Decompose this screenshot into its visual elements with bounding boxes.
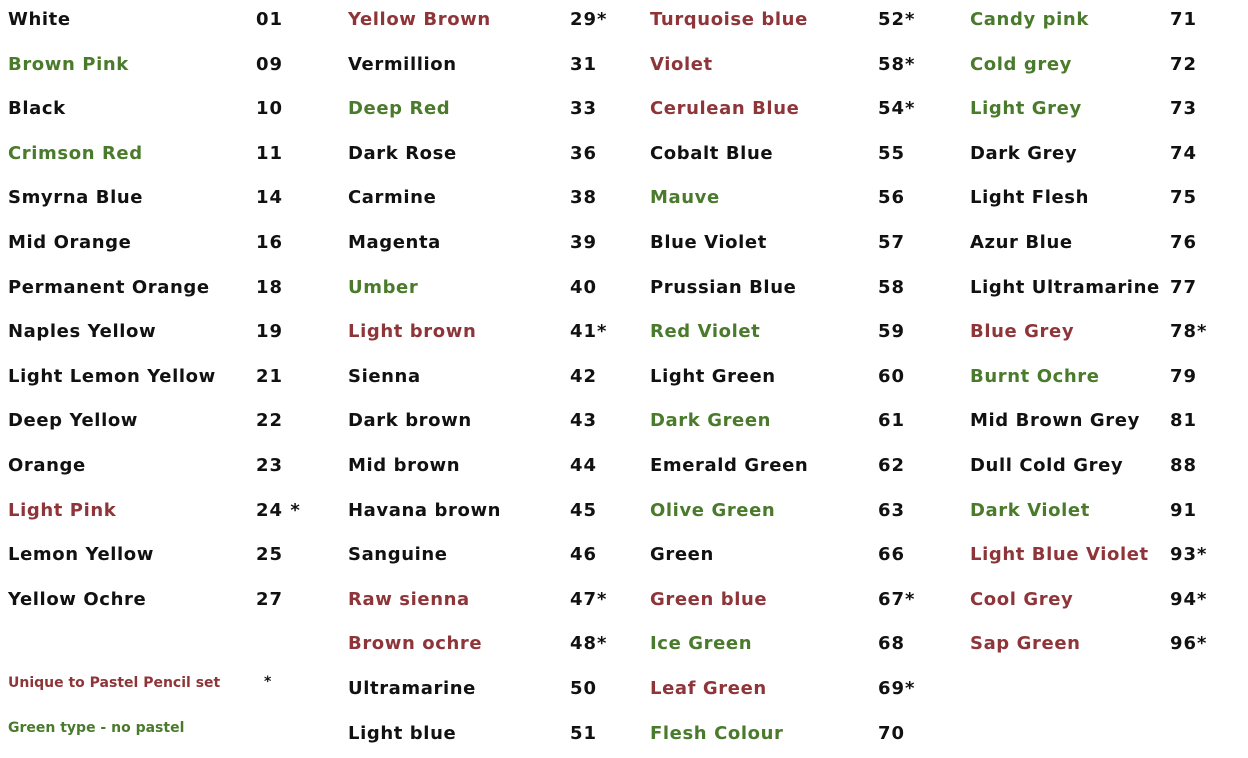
color-name: Blue Violet bbox=[650, 232, 767, 253]
color-name: Light Pink bbox=[8, 499, 117, 521]
color-code: 10 bbox=[256, 98, 284, 120]
color-name: Yellow Ochre bbox=[8, 588, 147, 610]
color-name: Mid Brown Grey bbox=[970, 410, 1140, 432]
color-name: Dark brown bbox=[348, 410, 472, 432]
color-code: 47* bbox=[570, 588, 608, 610]
color-code: 48* bbox=[570, 633, 608, 655]
color-code: 81 bbox=[1170, 410, 1198, 432]
color-name: Cool Grey bbox=[970, 588, 1074, 610]
color-code: 39 bbox=[570, 232, 598, 253]
color-code: 45 bbox=[570, 499, 598, 521]
color-code: 40 bbox=[570, 276, 598, 298]
color-code: 66 bbox=[878, 544, 906, 566]
color-name: Light Flesh bbox=[970, 187, 1090, 209]
color-name: Cerulean Blue bbox=[650, 98, 800, 120]
color-name: Permanent Orange bbox=[8, 276, 210, 298]
color-name: Deep Yellow bbox=[8, 410, 139, 432]
color-code: 56 bbox=[878, 187, 906, 209]
color-name: Crimson Red bbox=[8, 142, 143, 164]
color-code: 21 bbox=[256, 365, 284, 387]
color-code: 52* bbox=[878, 9, 916, 30]
color-name: Light blue bbox=[348, 722, 457, 744]
color-name: Green bbox=[650, 544, 714, 566]
legend-pastel-mark: * bbox=[264, 674, 272, 690]
color-code: 23 bbox=[256, 455, 284, 476]
color-name: Black bbox=[8, 98, 66, 120]
color-name: Prussian Blue bbox=[650, 276, 797, 298]
color-code: 42 bbox=[570, 365, 598, 387]
color-code: 18 bbox=[256, 276, 284, 298]
color-name: Vermillion bbox=[348, 53, 457, 75]
color-name: Red Violet bbox=[650, 321, 761, 343]
color-name: Brown ochre bbox=[348, 633, 483, 655]
color-code: 24 * bbox=[256, 499, 301, 521]
color-code: 14 bbox=[256, 187, 284, 209]
color-name: Dark Green bbox=[650, 410, 772, 432]
color-name: Dark Grey bbox=[970, 142, 1078, 164]
color-name: Raw sienna bbox=[348, 588, 470, 610]
color-name: Mauve bbox=[650, 187, 720, 209]
color-code: 31 bbox=[570, 53, 598, 75]
color-code: 59 bbox=[878, 321, 906, 343]
color-name: Dull Cold Grey bbox=[970, 455, 1124, 476]
color-code: 75 bbox=[1170, 187, 1198, 209]
color-code: 36 bbox=[570, 142, 598, 164]
color-code: 91 bbox=[1170, 499, 1198, 521]
color-code: 88 bbox=[1170, 455, 1198, 476]
color-code: 74 bbox=[1170, 142, 1198, 164]
color-name: Dark Violet bbox=[970, 499, 1090, 521]
color-code: 61 bbox=[878, 410, 906, 432]
color-name: Light Ultramarine bbox=[970, 276, 1160, 298]
color-name: Light brown bbox=[348, 321, 477, 343]
color-name: Azur Blue bbox=[970, 232, 1073, 253]
color-code: 11 bbox=[256, 142, 284, 164]
color-code: 54* bbox=[878, 98, 916, 120]
color-name: White bbox=[8, 9, 71, 30]
color-code: 43 bbox=[570, 410, 598, 432]
color-code: 69* bbox=[878, 678, 916, 699]
color-name: Sap Green bbox=[970, 633, 1081, 655]
color-code: 44 bbox=[570, 455, 598, 476]
color-code: 27 bbox=[256, 588, 284, 610]
color-code: 70 bbox=[878, 722, 906, 744]
color-code: 16 bbox=[256, 232, 284, 253]
color-code: 57 bbox=[878, 232, 906, 253]
color-name: Light Blue Violet bbox=[970, 544, 1149, 566]
color-code: 96* bbox=[1170, 633, 1208, 655]
color-code: 41* bbox=[570, 321, 608, 343]
color-code: 50 bbox=[570, 678, 598, 699]
color-name: Dark Rose bbox=[348, 142, 457, 164]
color-name: Brown Pink bbox=[8, 53, 129, 75]
color-name: Orange bbox=[8, 455, 86, 476]
color-code: 77 bbox=[1170, 276, 1198, 298]
color-name: Deep Red bbox=[348, 98, 451, 120]
color-name: Emerald Green bbox=[650, 455, 809, 476]
color-code: 58 bbox=[878, 276, 906, 298]
color-name: Lemon Yellow bbox=[8, 544, 155, 566]
color-code: 62 bbox=[878, 455, 906, 476]
color-name: Sanguine bbox=[348, 544, 448, 566]
color-name: Havana brown bbox=[348, 499, 502, 521]
color-name: Umber bbox=[348, 276, 419, 298]
color-name: Yellow Brown bbox=[348, 9, 491, 30]
color-code: 01 bbox=[256, 9, 284, 30]
color-name: Magenta bbox=[348, 232, 441, 253]
color-code: 76 bbox=[1170, 232, 1198, 253]
color-name: Turquoise blue bbox=[650, 9, 808, 30]
color-name: Naples Yellow bbox=[8, 321, 157, 343]
color-name: Burnt Ochre bbox=[970, 365, 1100, 387]
color-code: 38 bbox=[570, 187, 598, 209]
color-name: Ice Green bbox=[650, 633, 753, 655]
color-code: 78* bbox=[1170, 321, 1208, 343]
legend-green-label: Green type - no pastel bbox=[8, 720, 185, 736]
color-name: Sienna bbox=[348, 365, 421, 387]
color-name: Mid Orange bbox=[8, 232, 132, 253]
color-name: Blue Grey bbox=[970, 321, 1075, 343]
color-name: Green blue bbox=[650, 588, 768, 610]
color-code: 68 bbox=[878, 633, 906, 655]
color-code: 73 bbox=[1170, 98, 1198, 120]
color-code: 46 bbox=[570, 544, 598, 566]
color-code: 29* bbox=[570, 9, 608, 30]
color-code: 94* bbox=[1170, 588, 1208, 610]
color-code: 51 bbox=[570, 722, 598, 744]
color-name: Olive Green bbox=[650, 499, 776, 521]
color-name: Violet bbox=[650, 53, 713, 75]
color-code: 09 bbox=[256, 53, 284, 75]
color-code: 63 bbox=[878, 499, 906, 521]
legend-pastel-label: Unique to Pastel Pencil set bbox=[8, 675, 221, 691]
color-name: Smyrna Blue bbox=[8, 187, 144, 209]
color-name: Light Grey bbox=[970, 98, 1082, 120]
color-code: 33 bbox=[570, 98, 598, 120]
color-code: 79 bbox=[1170, 365, 1198, 387]
color-code: 25 bbox=[256, 544, 284, 566]
color-name: Cold grey bbox=[970, 53, 1073, 75]
color-code: 67* bbox=[878, 588, 916, 610]
color-name: Candy pink bbox=[970, 9, 1089, 30]
color-code: 22 bbox=[256, 410, 284, 432]
color-name: Cobalt Blue bbox=[650, 142, 774, 164]
color-name: Light Green bbox=[650, 365, 776, 387]
color-name: Flesh Colour bbox=[650, 722, 784, 744]
color-code: 55 bbox=[878, 142, 906, 164]
color-code: 71 bbox=[1170, 9, 1198, 30]
color-name: Light Lemon Yellow bbox=[8, 365, 216, 387]
color-code: 93* bbox=[1170, 544, 1208, 566]
color-name: Carmine bbox=[348, 187, 437, 209]
color-code: 58* bbox=[878, 53, 916, 75]
color-code: 72 bbox=[1170, 53, 1198, 75]
color-name: Mid brown bbox=[348, 455, 461, 476]
color-name: Leaf Green bbox=[650, 678, 767, 699]
color-code: 60 bbox=[878, 365, 906, 387]
color-name: Ultramarine bbox=[348, 678, 476, 699]
color-code: 19 bbox=[256, 321, 284, 343]
